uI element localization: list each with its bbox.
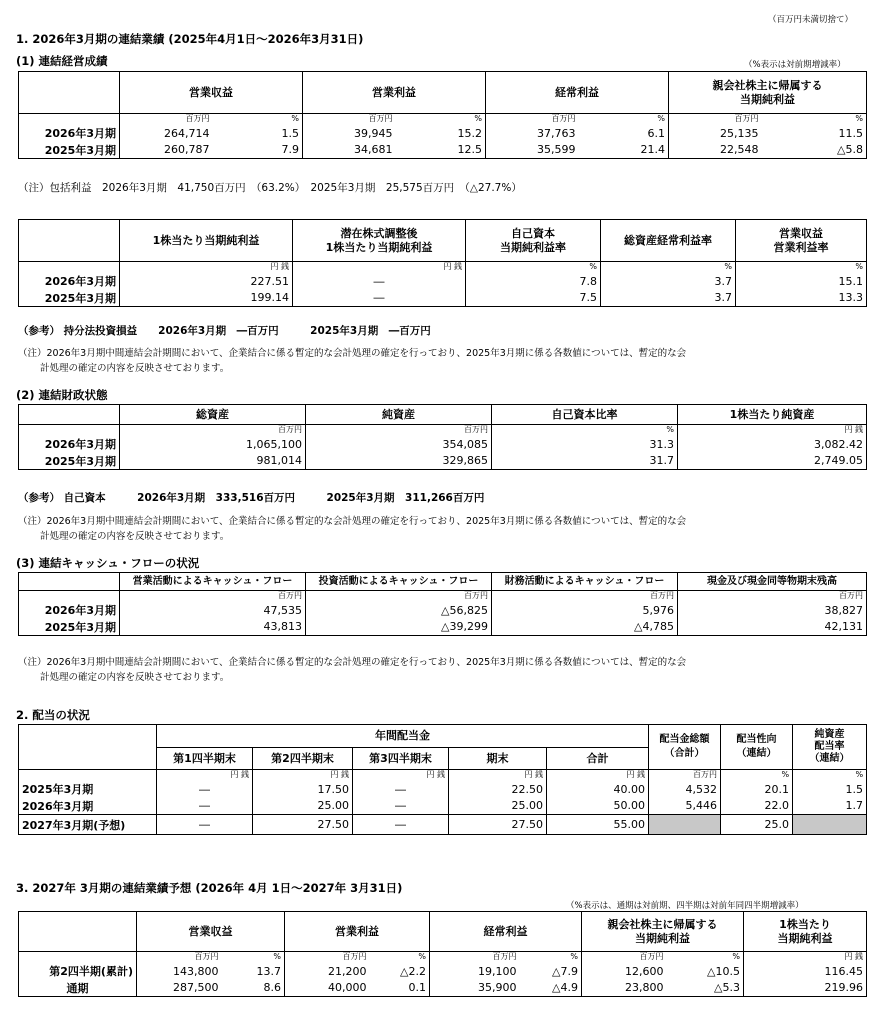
- restatement-note-line1: （注）2026年3月期中間連結会計期間において、企業結合に係る暫定的な会計処理の確定を行っており、2025年3月期に係る各数値については、暫定的な会: [18, 516, 687, 527]
- col-doe: 純資産 配当率 （連結）: [793, 725, 867, 770]
- blank-header: [19, 72, 120, 114]
- financial-position-table: 総資産 純資産 自己資本比率 1株当たり純資産 百万円 百万円 % 円 銭 2026年3月期 1,065,100 354,085 31.3 3,082.42 2025年3月期 981,014 329,865 31.7 2,749.05: [18, 404, 867, 470]
- col-cash-balance: 現金及び現金同等物期末残高: [678, 573, 867, 591]
- unit-percent: %: [213, 114, 303, 125]
- col-total: 合計: [547, 748, 649, 770]
- col-net-assets: 純資産: [306, 405, 492, 425]
- col-equity-ratio: 自己資本比率: [492, 405, 678, 425]
- equity-method-note: （参考） 持分法投資損益 2026年3月期 ―百万円 2025年3月期 ―百万円: [18, 325, 431, 337]
- forecast-heading: 3. 2027年 3月期の連結業績予想 (2026年 4月 1日～2027年 3月31日): [16, 881, 403, 895]
- equity-ref-note: （参考） 自己資本 2026年3月期 333,516百万円 2025年3月期 311,266百万円: [18, 492, 485, 504]
- restatement-note-line2: 計処理の確定の内容を反映させております。: [40, 363, 230, 374]
- forecast-row-label: 2027年3月期(予想): [19, 815, 157, 835]
- cash-flow-table: 営業活動によるキャッシュ・フロー 投資活動によるキャッシュ・フロー 財務活動によるキャッシュ・フロー 現金及び現金同等物期末残高 百万円 百万円 百万円 百万円 2026年3月期 47,535 △56,825 5,976 38,827 2025年3月期 43,813 △39,299 △4,785 42,131: [18, 572, 867, 636]
- col-financing-cf: 財務活動によるキャッシュ・フロー: [492, 573, 678, 591]
- shaded-cell: [793, 815, 867, 835]
- restatement-note-line1: （注）2026年3月期中間連結会計期間において、企業結合に係る暫定的な会計処理の確定を行っており、2025年3月期に係る各数値については、暫定的な会: [18, 657, 687, 668]
- forecast-percent-note: （%表示は、通期は対前期、四半期は対前年同四半期増減率）: [566, 901, 804, 911]
- restatement-note-line2: 計処理の確定の内容を反映させております。: [40, 531, 230, 542]
- per-share-table: 1株当たり当期純利益 潜在株式調整後 1株当たり当期純利益 自己資本 当期純利益率 総資産経常利益率 営業収益 営業利益率 円 銭 円 銭 % % % 2026年3月期 227.51 ― 7.8 3.7 15.1 2025年3月期 199.14 ― 7.5 3.7 13.3: [18, 219, 867, 307]
- row-label: 2026年3月期: [19, 125, 120, 142]
- col-payout-ratio: 配当性向 （連結）: [721, 725, 793, 770]
- row-label: 2025年3月期: [19, 142, 120, 159]
- col-operating-cf: 営業活動によるキャッシュ・フロー: [120, 573, 306, 591]
- dividends-heading: 2. 配当の状況: [16, 708, 90, 722]
- col-net-income: 親会社株主に帰属する 当期純利益: [669, 72, 867, 114]
- annual-dividend-group: 年間配当金: [157, 725, 649, 748]
- col-total-dividend: 配当金総額 （合計）: [649, 725, 721, 770]
- shaded-cell: [649, 815, 721, 835]
- col-investing-cf: 投資活動によるキャッシュ・フロー: [306, 573, 492, 591]
- col-operating-revenue: 営業収益: [137, 912, 285, 952]
- col-total-assets: 総資産: [120, 405, 306, 425]
- col-operating-income: 営業利益: [303, 72, 486, 114]
- col-year-end: 期末: [449, 748, 547, 770]
- col-bps: 1株当たり純資産: [678, 405, 867, 425]
- section1-title: 1. 2026年3月期の連結業績 (2025年4月1日～2026年3月31日): [16, 32, 364, 46]
- col-ordinary-income: 経常利益: [486, 72, 669, 114]
- operating-results-heading: (1) 連結経営成績: [16, 54, 108, 68]
- col-operating-margin: 営業収益 営業利益率: [736, 220, 867, 262]
- dividends-table: 年間配当金 配当金総額 （合計） 配当性向 （連結） 純資産 配当率 （連結） 第1四半期末 第2四半期末 第3四半期末 期末 合計 円 銭 円 銭 円 銭 円 銭 円 銭 百万円 % % 2025年3月期 ― 17.50 ― 22.50 40.00 4,532 20.1 1.5 2026年3月期 ― 25.00 ― 25.00 50.00 5,446 22.0 1.7 2027年3月期(予想) ― 27.50 ― 27.50 55.00 25.0: [18, 724, 867, 835]
- col-diluted-eps: 潜在株式調整後 1株当たり当期純利益: [293, 220, 466, 262]
- col-eps: 1株当たり当期純利益: [120, 220, 293, 262]
- col-operating-income: 営業利益: [285, 912, 430, 952]
- col-roa: 総資産経常利益率: [601, 220, 736, 262]
- financial-position-heading: (2) 連結財政状態: [16, 388, 108, 402]
- col-roe: 自己資本 当期純利益率: [466, 220, 601, 262]
- percent-note: （%表示は対前期増減率）: [744, 60, 846, 70]
- unit-note: （百万円未満切捨て）: [768, 15, 854, 25]
- comprehensive-income-note: （注）包括利益 2026年3月期 41,750百万円 （63.2%） 2025年3月期 25,575百万円 （△27.7%）: [18, 182, 522, 194]
- col-operating-revenue: 営業収益: [120, 72, 303, 114]
- col-q2: 第2四半期末: [253, 748, 353, 770]
- col-eps: 1株当たり 当期純利益: [744, 912, 867, 952]
- unit-million: 百万円: [120, 114, 213, 125]
- col-q1: 第1四半期末: [157, 748, 253, 770]
- col-ordinary-income: 経常利益: [430, 912, 582, 952]
- col-net-income: 親会社株主に帰属する 当期純利益: [582, 912, 744, 952]
- restatement-note-line1: （注）2026年3月期中間連結会計期間において、企業結合に係る暫定的な会計処理の確定を行っており、2025年3月期に係る各数値については、暫定的な会: [18, 348, 687, 359]
- col-q3: 第3四半期末: [353, 748, 449, 770]
- forecast-table: 営業収益 営業利益 経常利益 親会社株主に帰属する 当期純利益 1株当たり 当期純利益 百万円 % 百万円 % 百万円 % 百万円 % 円 銭 第2四半期(累計) 143,800 13.7 21,200 △2.2 19,100 △7.9 12,600 △10.5 116.45 通期 287,500 8.6 40,000 0.1 35,900 △4.9 23,800 △5.3 219.96: [18, 911, 867, 997]
- restatement-note-line2: 計処理の確定の内容を反映させております。: [40, 672, 230, 683]
- cash-flow-heading: (3) 連結キャッシュ・フローの状況: [16, 556, 200, 570]
- operating-results-table: 営業収益 営業利益 経常利益 親会社株主に帰属する 当期純利益 百万円 % 百万円 % 百万円 % 百万円 % 2026年3月期 264,714 1.5 39,945 15.2 37,763 6.1 25,135 11.5 2025年3月期 260,787 7.9 34,681 12.5 35,599 21.4 22,548 △5.8: [18, 71, 867, 159]
